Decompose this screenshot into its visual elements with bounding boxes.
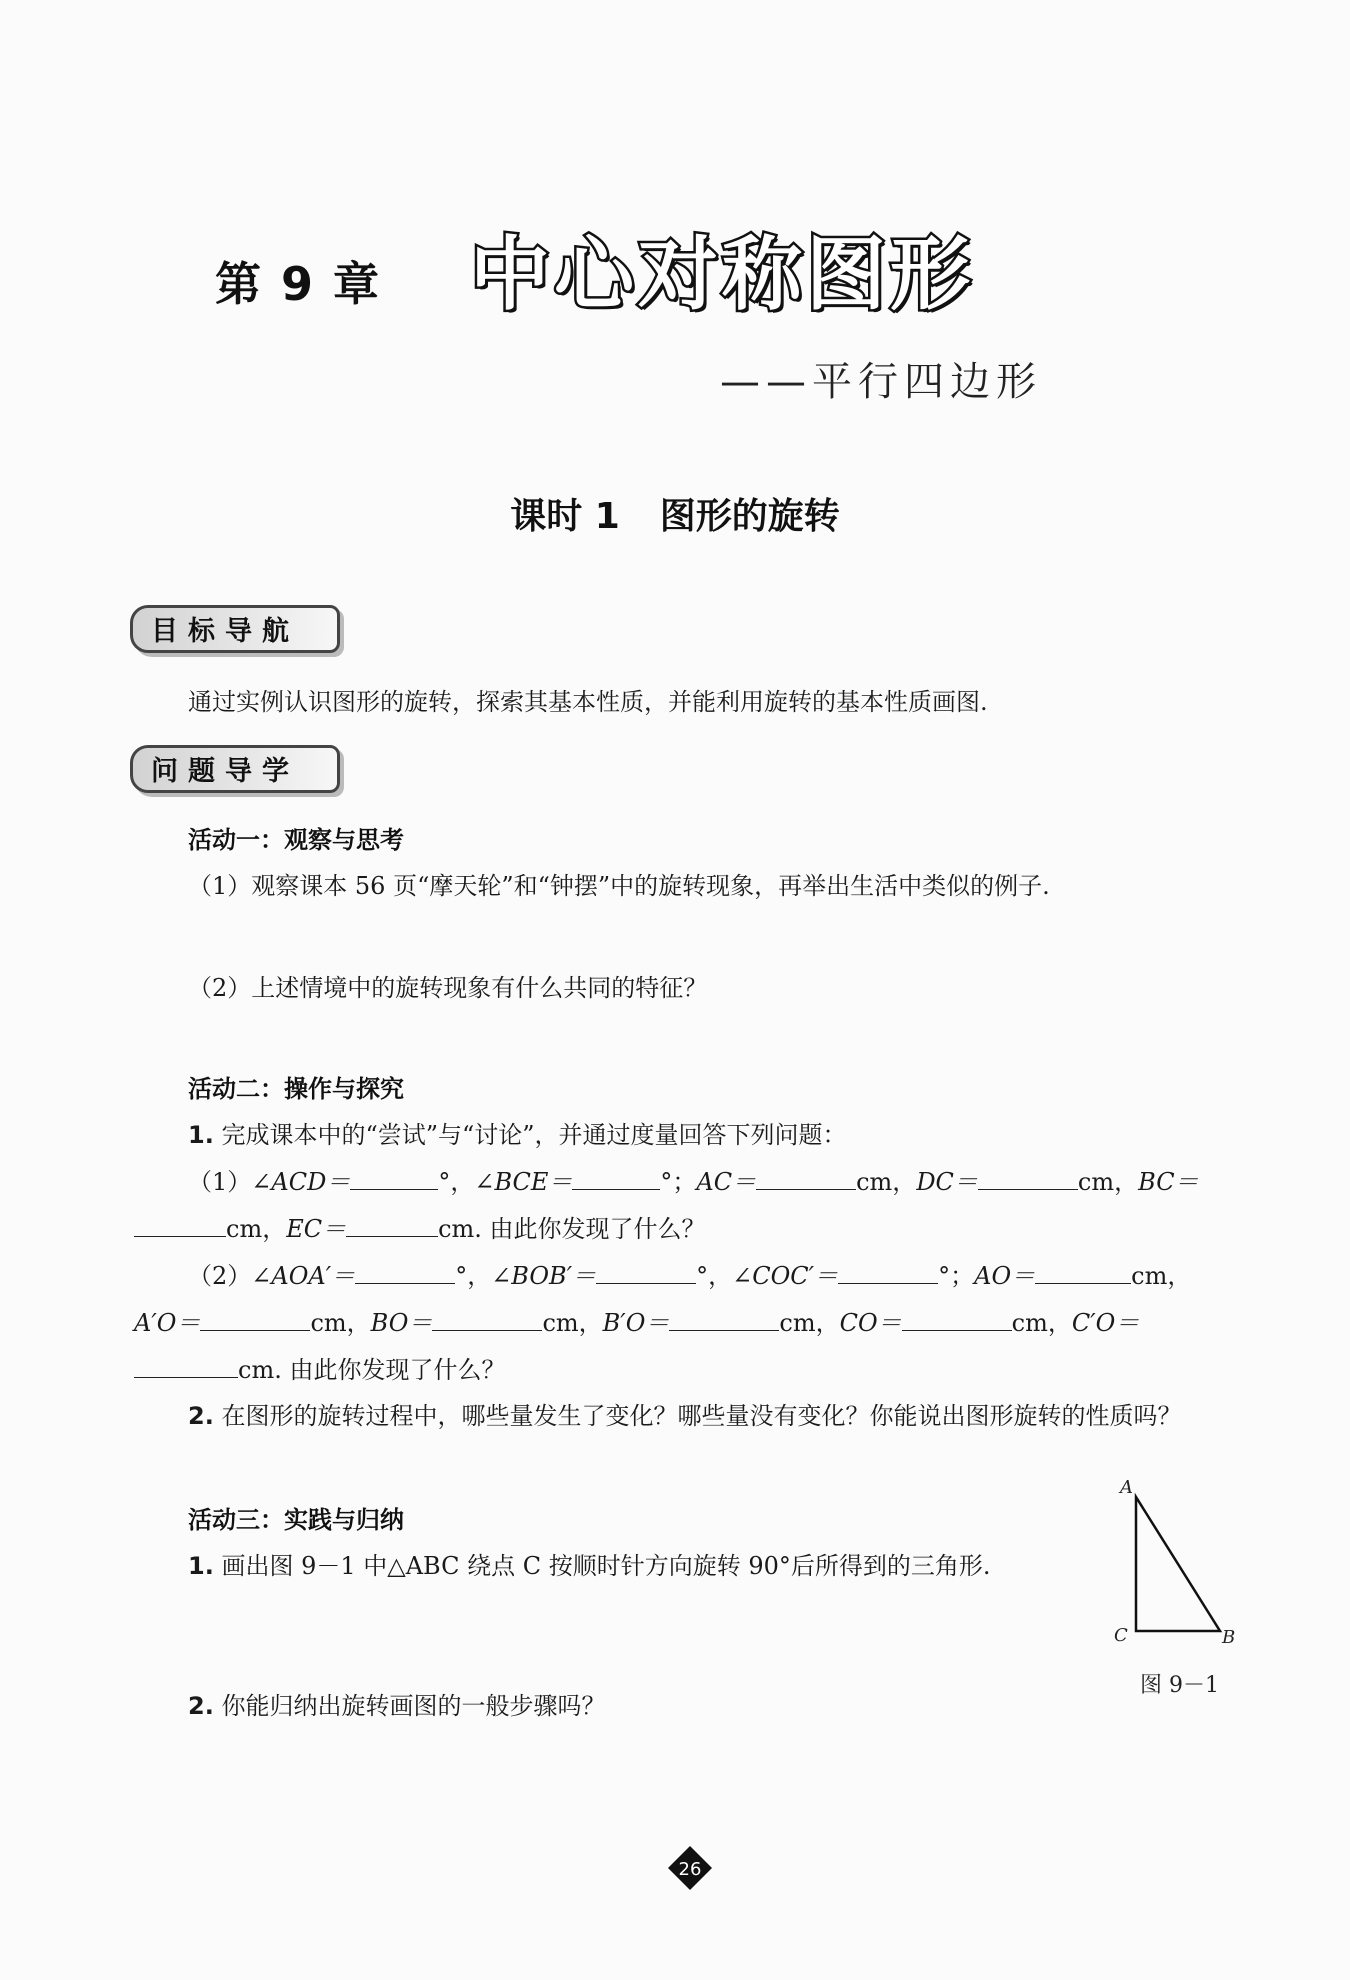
unit: cm，	[1131, 1262, 1192, 1290]
triangle-abc	[1136, 1497, 1220, 1631]
vertex-b-label: B	[1222, 1627, 1236, 1648]
sub-lead: （1）	[188, 1168, 252, 1196]
answer-blank[interactable]	[355, 1258, 455, 1284]
answer-blank[interactable]	[572, 1164, 660, 1190]
unit: °，	[696, 1262, 733, 1290]
sub-lead: （2）	[188, 1262, 252, 1290]
answer-blank[interactable]	[596, 1258, 696, 1284]
question-number: 2.	[188, 1692, 214, 1720]
activity2-sub2-line1	[188, 1256, 1191, 1291]
question-text: 在图形的旋转过程中，哪些量发生了变化？哪些量没有变化？你能说出图形旋转的性质吗？	[221, 1402, 1182, 1430]
activity2-question1	[188, 1115, 847, 1150]
answer-blank[interactable]	[134, 1352, 238, 1378]
activity3-question1	[188, 1546, 991, 1581]
unit: °，	[438, 1168, 475, 1196]
activity3-question2	[188, 1686, 605, 1721]
activity3-heading: 活动三：实践与归纳	[188, 1506, 404, 1534]
question-text: 画出图 9－1 中△ABC 绕点 C 按顺时针方向旋转 90°后所得到的三角形.	[221, 1552, 991, 1580]
chapter-number: 第 9 章	[215, 257, 382, 311]
question-number: 2.	[188, 1402, 214, 1430]
segment-dc-label: DC＝	[916, 1168, 978, 1196]
activity1-heading: 活动一：观察与思考	[188, 826, 404, 854]
question-number: 1.	[188, 1552, 214, 1580]
vertex-a-label: A	[1120, 1477, 1133, 1498]
activity2-sub2-line2	[134, 1303, 1139, 1338]
segment-ao-label: AO＝	[974, 1262, 1036, 1290]
answer-blank[interactable]	[902, 1305, 1012, 1331]
unit: cm，	[856, 1168, 917, 1196]
segment-ac-label: AC＝	[696, 1168, 757, 1196]
lesson-name: 图形的旋转	[659, 496, 840, 537]
unit: °，	[455, 1262, 492, 1290]
question-number: 1.	[188, 1121, 214, 1149]
answer-blank[interactable]	[978, 1164, 1078, 1190]
unit: °；	[938, 1262, 975, 1290]
goal-section-badge: 目标导航	[130, 605, 340, 653]
angle-acd-label: ∠ACD＝	[251, 1168, 351, 1196]
unit: cm，	[1011, 1309, 1072, 1337]
questions-section-badge: 问题导学	[130, 745, 340, 793]
page-number: 26	[678, 1859, 702, 1880]
question-text: 完成课本中的“尝试”与“讨论”，并通过度量回答下列问题：	[221, 1121, 847, 1149]
activity1-question2: （2）上述情境中的旋转现象有什么共同的特征？	[188, 974, 708, 1002]
chapter-subtitle: ——平行四边形	[720, 359, 1042, 405]
activity2-sub1-line2	[134, 1209, 706, 1244]
unit: cm，	[310, 1309, 371, 1337]
segment-a1o-label: A′O＝	[134, 1309, 201, 1337]
activity2-sub1-line1	[188, 1162, 1199, 1197]
segment-bo-label: BO＝	[370, 1309, 433, 1337]
activity2-sub2-line3	[134, 1350, 505, 1385]
segment-b1o-label: B′O＝	[602, 1309, 670, 1337]
segment-co-label: CO＝	[839, 1309, 902, 1337]
angle-bce-label: ∠BCE＝	[474, 1168, 573, 1196]
answer-blank[interactable]	[350, 1164, 438, 1190]
figure-9-1-triangle	[1100, 1475, 1260, 1655]
answer-blank[interactable]	[346, 1211, 438, 1237]
lesson-label: 课时 1	[510, 496, 620, 537]
unit: cm，	[542, 1309, 603, 1337]
answer-blank[interactable]	[200, 1305, 310, 1331]
angle-bob-label: ∠BOB′＝	[491, 1262, 597, 1290]
answer-blank[interactable]	[756, 1164, 856, 1190]
page-number-badge	[667, 1845, 713, 1891]
unit: °；	[660, 1168, 697, 1196]
activity2-question2	[188, 1396, 1181, 1431]
chapter-title: 中心对称图形	[470, 228, 974, 321]
angle-aoa-label: ∠AOA′＝	[251, 1262, 356, 1290]
figure-caption: 图 9－1	[1140, 1673, 1219, 1698]
answer-blank[interactable]	[669, 1305, 779, 1331]
segment-c1o-label: C′O＝	[1071, 1309, 1140, 1337]
lesson-title	[0, 488, 1350, 539]
goal-text: 通过实例认识图形的旋转，探索其基本性质，并能利用旋转的基本性质画图.	[188, 688, 988, 716]
vertex-c-label: C	[1114, 1625, 1128, 1646]
answer-blank[interactable]	[838, 1258, 938, 1284]
answer-blank[interactable]	[432, 1305, 542, 1331]
question-text: 你能归纳出旋转画图的一般步骤吗？	[221, 1692, 606, 1720]
segment-bc-label: BC＝	[1138, 1168, 1199, 1196]
sub-tail: cm. 由此你发现了什么？	[238, 1356, 506, 1384]
answer-blank[interactable]	[1035, 1258, 1131, 1284]
unit: cm，	[1077, 1168, 1139, 1196]
sub-tail: cm. 由此你发现了什么？	[438, 1215, 706, 1243]
answer-blank[interactable]	[134, 1211, 226, 1237]
angle-coc-label: ∠COC′＝	[732, 1262, 839, 1290]
unit: cm，	[226, 1215, 287, 1243]
segment-ec-label: EC＝	[286, 1215, 347, 1243]
activity2-heading: 活动二：操作与探究	[188, 1075, 404, 1103]
unit: cm，	[779, 1309, 840, 1337]
activity1-question1: （1）观察课本 56 页“摩天轮”和“钟摆”中的旋转现象，再举出生活中类似的例子.	[188, 872, 1050, 900]
